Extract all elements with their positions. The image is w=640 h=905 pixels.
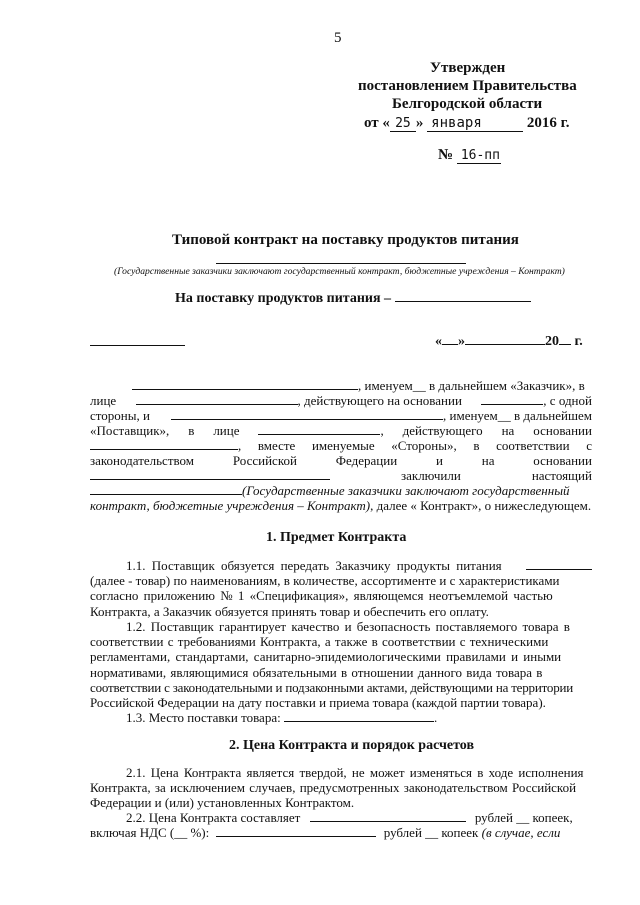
contract-year-blank <box>559 333 571 345</box>
customer-basis-blank <box>481 393 543 405</box>
paragraph-text: согласно приложению № 1 «Спецификация», являющемся неотъемлемой частью <box>90 588 553 604</box>
preamble-line-5 <box>90 438 592 454</box>
preamble-text: основании <box>533 453 592 468</box>
preamble-text: вместе <box>257 438 296 453</box>
subject-line <box>175 290 531 307</box>
text-line <box>90 634 592 649</box>
preamble-text: , <box>380 423 384 438</box>
approval-line-3: Белгородской области <box>392 96 543 112</box>
customer-rep-blank <box>136 393 298 405</box>
text-line <box>90 695 592 710</box>
section-1-p3: 1.3. Место поставки товара: . <box>126 710 438 725</box>
paragraph-text: Контракта, за исключением случаев, предусмотренных законодательством Российской <box>90 780 577 796</box>
text-line <box>90 765 592 780</box>
preamble-text: контракт, бюджетные учреждения – Контракт) <box>90 498 371 513</box>
supplier-basis-blank <box>90 438 238 450</box>
approval-date-month: января <box>427 115 523 132</box>
preamble-text: стороны, и <box>90 408 150 423</box>
preamble-text: на <box>501 423 515 438</box>
contract-year-prefix: 20 <box>545 334 559 349</box>
preamble-line-7 <box>90 468 592 484</box>
preamble-text: , <box>238 438 242 453</box>
paragraph-text: Федерации и (или) установленных Контрактом. <box>90 795 355 811</box>
preamble-line-1 <box>132 378 585 394</box>
preamble-line-3 <box>90 408 592 424</box>
document-title: Типовой контракт на поставку продуктов питания <box>172 232 519 248</box>
contract-type-blank <box>90 483 242 495</box>
approval-date-day: 25 <box>390 116 416 132</box>
preamble-text: соответствии <box>496 438 570 453</box>
text-line <box>90 558 592 573</box>
preamble-line-6 <box>90 453 592 469</box>
approval-date-prefix: от « <box>364 115 390 131</box>
legal-basis-blank <box>90 468 330 480</box>
approval-number-prefix: № <box>438 147 454 163</box>
text-line <box>90 573 592 588</box>
section-2-p2-line2 <box>90 825 560 841</box>
preamble-text: с <box>586 438 592 453</box>
preamble-text: «Стороны», <box>391 438 457 453</box>
vat-blank <box>216 825 376 837</box>
paragraph-text: рублей __ копеек, <box>474 810 573 825</box>
text-line <box>90 649 592 664</box>
preamble-text: (Государственные заказчики заключают государственный <box>242 483 570 498</box>
paragraph-text: 2.1. Цена Контракта является твердой, не может изменяться в ходе исполнения <box>126 765 584 780</box>
paragraph-text: рублей __ копеек <box>383 825 479 840</box>
delivery-place-blank <box>284 710 434 722</box>
preamble-text: , далее « Контракт», о нижеследующем. <box>370 498 592 513</box>
approval-number <box>438 147 501 164</box>
paragraph-text: включая НДС (__ %): <box>90 825 210 840</box>
paragraph-text: 1.2. Поставщик гарантирует качество и безопасность поставляемого товара в <box>126 619 570 634</box>
text-line <box>90 680 592 695</box>
text-line <box>90 780 592 795</box>
text-line <box>90 795 592 810</box>
preamble-text: и <box>435 453 443 468</box>
preamble-text: на <box>481 453 495 468</box>
page-number: 5 <box>334 30 342 46</box>
approval-line-2: постановлением Правительства <box>358 78 577 94</box>
preamble-text: именуемые <box>311 438 375 453</box>
preamble-text: заключили <box>400 468 461 483</box>
approval-date-year: 2016 г. <box>526 115 570 131</box>
approval-date <box>364 115 570 132</box>
preamble-text: Федерации <box>335 453 398 468</box>
contract-date-open: « <box>435 334 442 349</box>
preamble-text: в <box>473 438 480 453</box>
paragraph-text: регламентами, стандартами, санитарно-эпидемиологическими правилами и иными <box>90 649 562 665</box>
preamble-line-9 <box>90 498 591 514</box>
preamble-text: Российской <box>232 453 297 468</box>
preamble-line-8 <box>90 483 570 499</box>
paragraph-text: 1.3. Место поставки товара: <box>126 710 281 725</box>
section-2-p2-line1 <box>126 810 573 826</box>
preamble-text: , с одной <box>543 393 592 408</box>
customer-name-blank <box>132 378 358 390</box>
preamble-text: действующего <box>402 423 483 438</box>
product-blank <box>526 558 592 570</box>
preamble-text: настоящий <box>531 468 592 483</box>
subtitle-note: (Государственные заказчики заключают государственный контракт, бюджетные учреждения – Контракт) <box>114 266 565 277</box>
subject-line-text: На поставку продуктов питания – <box>175 291 392 306</box>
paragraph-text: (в случае, если <box>481 825 561 840</box>
text-line <box>90 665 592 680</box>
paragraph-text: соответствии с законодательными и подзаконными актами, действующими на территории <box>90 679 574 695</box>
paragraph-text: Российской Федерации на дату поставки и приема товара (каждой партии товара). <box>90 694 546 710</box>
section-2-p1 <box>90 765 592 811</box>
subject-blank <box>395 290 531 302</box>
approval-line-1: Утвержден <box>430 60 506 76</box>
preamble-text: лице <box>90 393 117 408</box>
approval-number-value: 16-пп <box>457 148 501 164</box>
contract-year-suffix: г. <box>574 334 583 349</box>
preamble-text: основании <box>533 423 592 438</box>
supplier-rep-blank <box>258 423 380 435</box>
paragraph-text: соответствии с требованиями Контракта, а также в соответствии с техническими <box>90 634 549 650</box>
section-2-heading: 2. Цена Контракта и порядок расчетов <box>229 738 475 753</box>
contract-date-close: » <box>458 334 465 349</box>
preamble-text: , действующего на основании <box>297 393 462 408</box>
approval-date-mid: » <box>415 115 424 131</box>
preamble-text: лице <box>213 423 240 438</box>
price-blank <box>310 810 466 822</box>
place-blank <box>90 345 185 346</box>
preamble-text: , именуем__ в дальнейшем «Заказчик», в <box>358 378 585 393</box>
preamble-text: в <box>188 423 195 438</box>
preamble-line-2 <box>90 393 592 409</box>
supplier-name-blank <box>171 408 443 420</box>
contract-day-blank <box>442 333 458 345</box>
preamble-line-4 <box>90 423 592 439</box>
paragraph-text: Контракта, а Заказчик обязуется принять товар и обеспечить его оплату. <box>90 603 489 619</box>
preamble-text: «Поставщик», <box>90 423 170 438</box>
section-1-heading: 1. Предмет Контракта <box>266 530 407 545</box>
text-line <box>90 619 592 634</box>
contract-date-line <box>435 333 583 350</box>
preamble-text: , именуем__ в дальнейшем <box>443 408 592 423</box>
section-1-p1 <box>90 558 592 619</box>
preamble-text: законодательством <box>90 453 195 468</box>
contract-month-blank <box>465 333 545 345</box>
paragraph-text: нормативами, являющимися обязательными в отношении данного вида товара в <box>90 664 543 680</box>
section-1-p2 <box>90 619 592 710</box>
paragraph-text: 2.2. Цена Контракта составляет <box>126 810 301 825</box>
paragraph-text: 1.1. Поставщик обязуется передать Заказчику продукты питания <box>126 558 502 573</box>
paragraph-text: (далее - товар) по наименованиям, в количестве, ассортименте и с характеристиками <box>90 573 560 589</box>
contracting-party-blank <box>216 263 466 264</box>
text-line <box>90 588 592 603</box>
text-line <box>90 604 592 619</box>
